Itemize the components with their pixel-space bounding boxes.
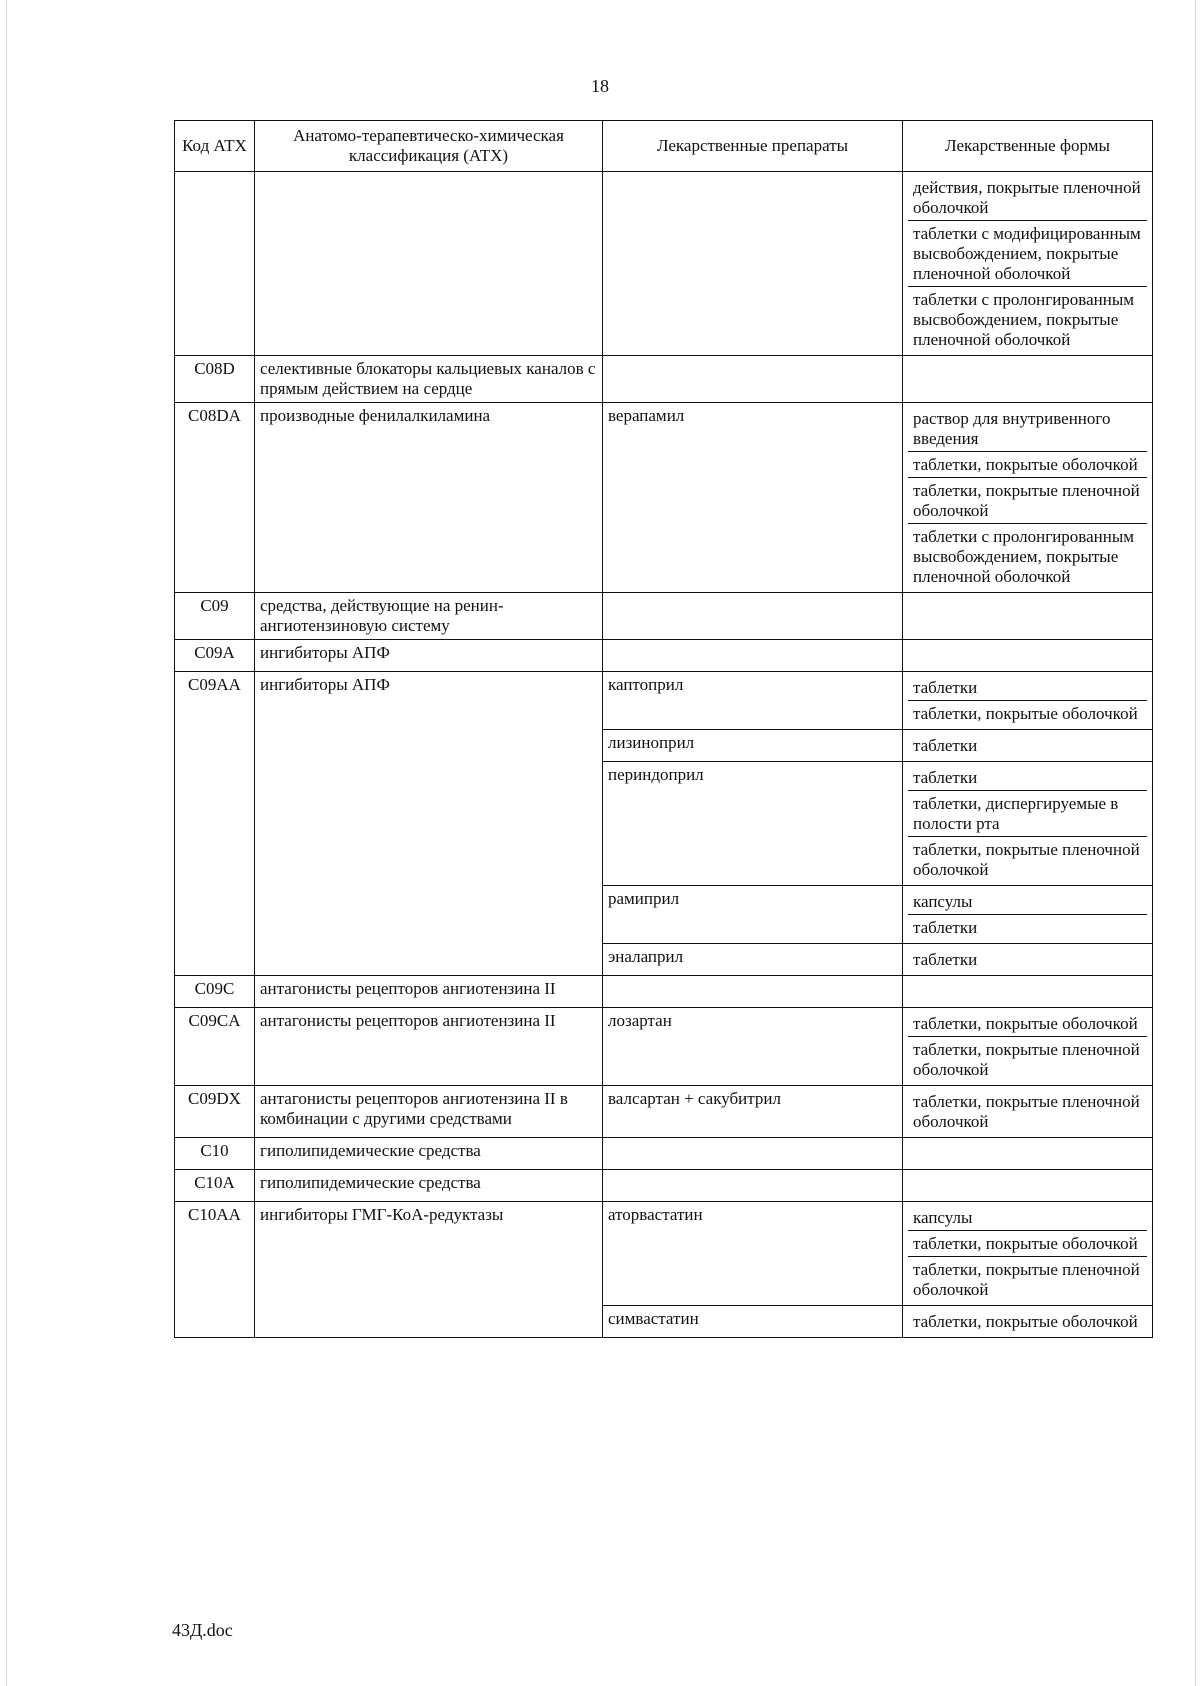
dosage-forms-cell <box>903 672 1153 730</box>
table-row <box>175 1086 1153 1138</box>
atc-code-cell: C09DX <box>175 1086 255 1138</box>
drug-name-cell <box>603 640 903 672</box>
dosage-forms-cell <box>903 172 1153 356</box>
scan-edge-left <box>6 0 7 1686</box>
scan-edge-right <box>1195 0 1196 1686</box>
dosage-form: действия, покрытые пленочной оболочкой <box>913 178 1141 217</box>
dosage-forms-cell <box>903 762 1153 886</box>
dosage-form: таблетки <box>913 736 978 755</box>
dosage-form <box>908 1173 1147 1198</box>
table-row <box>175 1170 1153 1202</box>
table-row <box>175 356 1153 403</box>
atc-classification-cell: антагонисты рецепторов ангиотензина II <box>255 976 603 1008</box>
dosage-forms-cell <box>903 403 1153 593</box>
drug-name-cell: верапамил <box>603 403 903 593</box>
atc-classification-cell: ингибиторы АПФ <box>255 672 603 976</box>
header-forms: Лекарственные формы <box>903 121 1153 172</box>
header-atc: Анатомо-терапевтическо-химическая классификация (АТХ) <box>255 121 603 172</box>
table-row <box>175 1138 1153 1170</box>
drug-name-cell: рамиприл <box>603 886 903 944</box>
dosage-forms-cell <box>903 356 1153 403</box>
drug-name-cell <box>603 1138 903 1170</box>
dosage-form: раствор для внутривенного введения <box>913 409 1111 448</box>
atc-classification-cell: средства, действующие на ренин-ангиотензиновую систему <box>255 593 603 640</box>
dosage-form: таблетки <box>913 768 978 787</box>
atc-classification-cell: производные фенилалкиламина <box>255 403 603 593</box>
table-row <box>175 593 1153 640</box>
dosage-form <box>908 643 1147 668</box>
atc-code-cell <box>175 172 255 356</box>
drug-name-cell: валсартан + сакубитрил <box>603 1086 903 1138</box>
dosage-forms-cell <box>903 976 1153 1008</box>
drug-name-cell: симвастатин <box>603 1306 903 1338</box>
atc-code-cell: C10 <box>175 1138 255 1170</box>
dosage-form: капсулы <box>913 1208 973 1227</box>
dosage-forms-cell <box>903 1138 1153 1170</box>
dosage-form: таблетки <box>908 914 1147 940</box>
atc-code-cell: C10A <box>175 1170 255 1202</box>
atc-classification-cell: гиполипидемические средства <box>255 1138 603 1170</box>
dosage-form: таблетки, диспергируемые в полости рта <box>908 790 1147 836</box>
drug-name-cell: лозартан <box>603 1008 903 1086</box>
atc-code-cell: C08DA <box>175 403 255 593</box>
dosage-form: таблетки с пролонгированным высвобождением, покрытые пленочной оболочкой <box>908 523 1147 589</box>
dosage-forms-cell <box>903 886 1153 944</box>
table-row <box>175 1202 1153 1306</box>
atc-classification-cell: антагонисты рецепторов ангиотензина II <box>255 1008 603 1086</box>
dosage-forms-cell <box>903 944 1153 976</box>
dosage-form: таблетки <box>913 678 978 697</box>
drug-name-cell <box>603 356 903 403</box>
atc-code-cell: C08D <box>175 356 255 403</box>
drug-name-cell: аторвастатин <box>603 1202 903 1306</box>
table-row <box>175 640 1153 672</box>
atc-code-cell: C09A <box>175 640 255 672</box>
header-drugs: Лекарственные препараты <box>603 121 903 172</box>
dosage-form: таблетки, покрытые оболочкой <box>908 700 1147 726</box>
dosage-forms-cell <box>903 1086 1153 1138</box>
dosage-form: таблетки, покрытые пленочной оболочкой <box>913 1092 1140 1131</box>
dosage-form: таблетки, покрытые оболочкой <box>913 1014 1138 1033</box>
dosage-form: таблетки, покрытые оболочкой <box>913 1312 1138 1331</box>
table-row <box>175 172 1153 356</box>
dosage-forms-cell <box>903 1170 1153 1202</box>
atc-drug-table <box>174 120 1153 1338</box>
table-header-row <box>175 121 1153 172</box>
drug-name-cell: эналаприл <box>603 944 903 976</box>
atc-classification-cell: ингибиторы ГМГ-КоА-редуктазы <box>255 1202 603 1338</box>
drug-name-cell <box>603 593 903 640</box>
atc-code-cell: C10AA <box>175 1202 255 1338</box>
table-body <box>175 172 1153 1338</box>
drug-name-cell: лизиноприл <box>603 730 903 762</box>
dosage-form: таблетки, покрытые пленочной оболочкой <box>908 1256 1147 1302</box>
dosage-form <box>908 1141 1147 1166</box>
table-row <box>175 672 1153 730</box>
table-row <box>175 1008 1153 1086</box>
dosage-forms-cell <box>903 593 1153 640</box>
atc-classification-cell: селективные блокаторы кальциевых каналов с прямым действием на сердце <box>255 356 603 403</box>
dosage-form: таблетки, покрытые пленочной оболочкой <box>908 836 1147 882</box>
dosage-form: таблетки <box>913 950 978 969</box>
dosage-forms-cell <box>903 730 1153 762</box>
dosage-form: таблетки, покрытые оболочкой <box>908 451 1147 477</box>
header-code: Код АТХ <box>175 121 255 172</box>
atc-classification-cell: гиполипидемические средства <box>255 1170 603 1202</box>
dosage-form: таблетки с пролонгированным высвобождением, покрытые пленочной оболочкой <box>908 286 1147 352</box>
drug-name-cell: каптоприл <box>603 672 903 730</box>
dosage-forms-cell <box>903 1306 1153 1338</box>
atc-code-cell: C09AA <box>175 672 255 976</box>
drug-name-cell: периндоприл <box>603 762 903 886</box>
dosage-form <box>908 359 1147 384</box>
dosage-form: таблетки с модифицированным высвобождением, покрытые пленочной оболочкой <box>908 220 1147 286</box>
atc-code-cell: C09 <box>175 593 255 640</box>
atc-classification-cell: ингибиторы АПФ <box>255 640 603 672</box>
table-row <box>175 976 1153 1008</box>
dosage-form: таблетки, покрытые пленочной оболочкой <box>908 1036 1147 1082</box>
dosage-form <box>908 979 1147 1004</box>
footer-filename: 43Д.doc <box>172 1620 233 1640</box>
dosage-forms-cell <box>903 640 1153 672</box>
dosage-form: таблетки, покрытые оболочкой <box>908 1230 1147 1256</box>
table-row <box>175 403 1153 593</box>
atc-code-cell: C09CA <box>175 1008 255 1086</box>
atc-classification-cell: антагонисты рецепторов ангиотензина II в комбинации с другими средствами <box>255 1086 603 1138</box>
atc-code-cell: C09C <box>175 976 255 1008</box>
dosage-form: таблетки, покрытые пленочной оболочкой <box>908 477 1147 523</box>
dosage-form: капсулы <box>913 892 973 911</box>
dosage-form <box>908 596 1147 621</box>
drug-name-cell <box>603 1170 903 1202</box>
dosage-forms-cell <box>903 1008 1153 1086</box>
dosage-forms-cell <box>903 1202 1153 1306</box>
drug-name-cell <box>603 172 903 356</box>
drug-name-cell <box>603 976 903 1008</box>
page-number: 18 <box>591 76 609 96</box>
atc-classification-cell <box>255 172 603 356</box>
